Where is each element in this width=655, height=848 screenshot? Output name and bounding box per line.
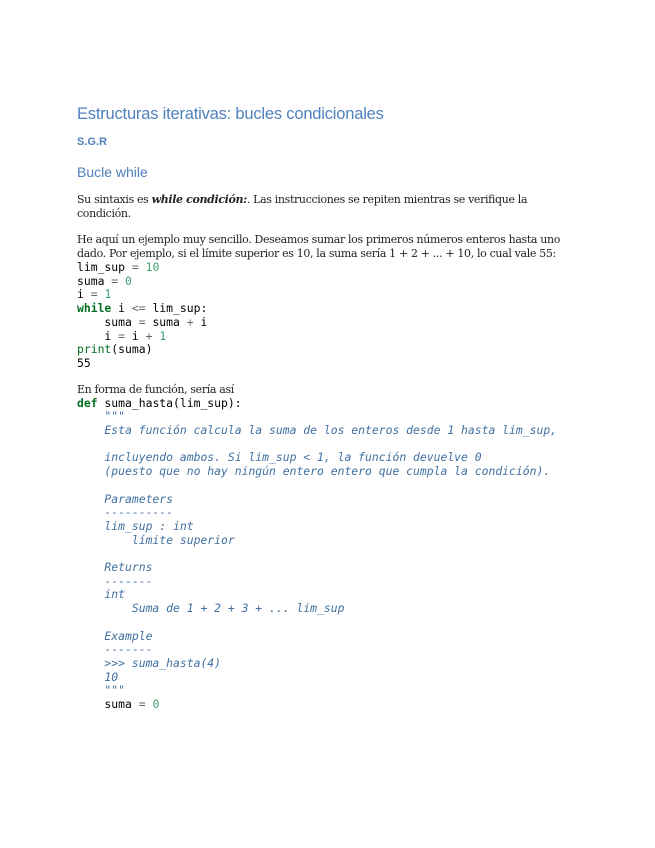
code-token: i [125,328,146,343]
code-token: while [77,301,112,316]
code-line [77,533,235,547]
function-paragraph: En forma de función, sería así [77,382,234,396]
author-name: S.G.R [77,136,107,148]
syntax-emphasis: while condición: [151,193,247,206]
code-token: 0 [152,697,160,712]
code-token: """ [77,683,126,698]
code-line [77,342,152,356]
code-token: 1 [159,328,167,343]
code-line [77,574,152,588]
code-token: int [77,587,126,602]
code-line [77,492,173,506]
code-token: 1 [104,287,112,302]
code-line [77,260,159,274]
code-token: Example [77,628,153,643]
code-token: ------- [77,642,153,657]
code-token: lim_sup: [145,301,208,316]
code-token: 10 [77,669,119,684]
code-token: 0 [125,273,132,288]
code-line [77,629,152,643]
code-block-print [77,343,577,357]
code-line [77,560,152,574]
code-token: incluyendo ambos. Si lim_sup < 1, la función devuelve 0 [77,450,482,465]
code-line [77,656,221,670]
syntax-paragraph [77,193,577,221]
code-token: límite superior [77,532,235,547]
code-token: = [138,697,146,712]
code-block-loop [77,261,577,343]
code-token [118,274,125,288]
code-token: = [90,287,98,302]
code-token: Suma de 1 + 2 + 3 + ... lim_sup [77,601,345,616]
section-heading: Bucle while [77,164,148,180]
code-token: = [131,260,139,274]
code-line [77,670,118,684]
code-token: + [145,328,153,343]
code-line [77,301,207,315]
code-token: Parameters [77,491,174,506]
code-line [77,519,194,533]
code-token: = [138,314,146,329]
code-line [77,601,344,615]
code-line [77,587,125,601]
code-token: (puesto que no hay ningún entero entero que cumpla la condición). [77,464,551,479]
code-line [77,409,125,423]
code-line [77,697,159,711]
code-token: + [186,314,194,329]
code-token: def [77,395,98,410]
code-output: 55 [77,355,91,370]
code-token: suma [145,314,187,329]
code-token: Esta función calcula la suma de los enteros desde 1 hasta lim_sup, [77,423,558,438]
code-line [77,396,242,410]
code-line [77,450,482,464]
code-line [77,423,557,437]
code-line [77,274,132,288]
code-line [77,287,111,301]
code-token: <= [131,301,146,316]
code-line [77,683,125,697]
code-token: print [77,342,112,357]
document-page [77,104,577,712]
code-token: suma [77,314,139,329]
code-token: Returns [77,560,153,575]
document-title: Estructuras iterativas: bucles condicionales [77,105,384,123]
code-token [139,260,146,274]
code-token: >>> suma_hasta(4) [77,655,222,670]
code-token: suma [77,273,112,288]
code-token: suma [77,697,139,712]
code-token: ------- [77,573,153,588]
code-line [77,315,207,329]
code-line [77,329,166,343]
code-token: suma_hasta(lim_sup): [97,395,242,410]
code-token: = [111,273,119,288]
code-block-function [77,397,577,712]
syntax-prefix: Su sintaxis es [77,193,152,206]
code-token: i [111,301,132,316]
code-line [77,464,550,478]
syntax-suffix: . Las instrucciones se repiten mientras se verifique la condición. [77,193,528,220]
code-line [77,642,152,656]
code-token: 10 [145,260,160,274]
code-token: """ [77,409,126,424]
code-token: i [77,287,91,302]
code-token: = [118,328,126,343]
code-token: ---------- [77,505,174,520]
code-token: lim_sup [77,260,132,274]
code-token: i [193,314,208,329]
code-token: i [77,328,119,343]
code-token: (suma) [111,342,153,357]
code-token: lim_sup : int [77,518,194,533]
code-line [77,505,173,519]
example-paragraph: He aquí un ejemplo muy sencillo. Deseamos sumar los primeros números enteros hasta uno dado. Por ejemplo, si el límite superior es 10, la suma sería 1 + 2 + ... + 10, lo cual vale 55: [77,233,561,260]
